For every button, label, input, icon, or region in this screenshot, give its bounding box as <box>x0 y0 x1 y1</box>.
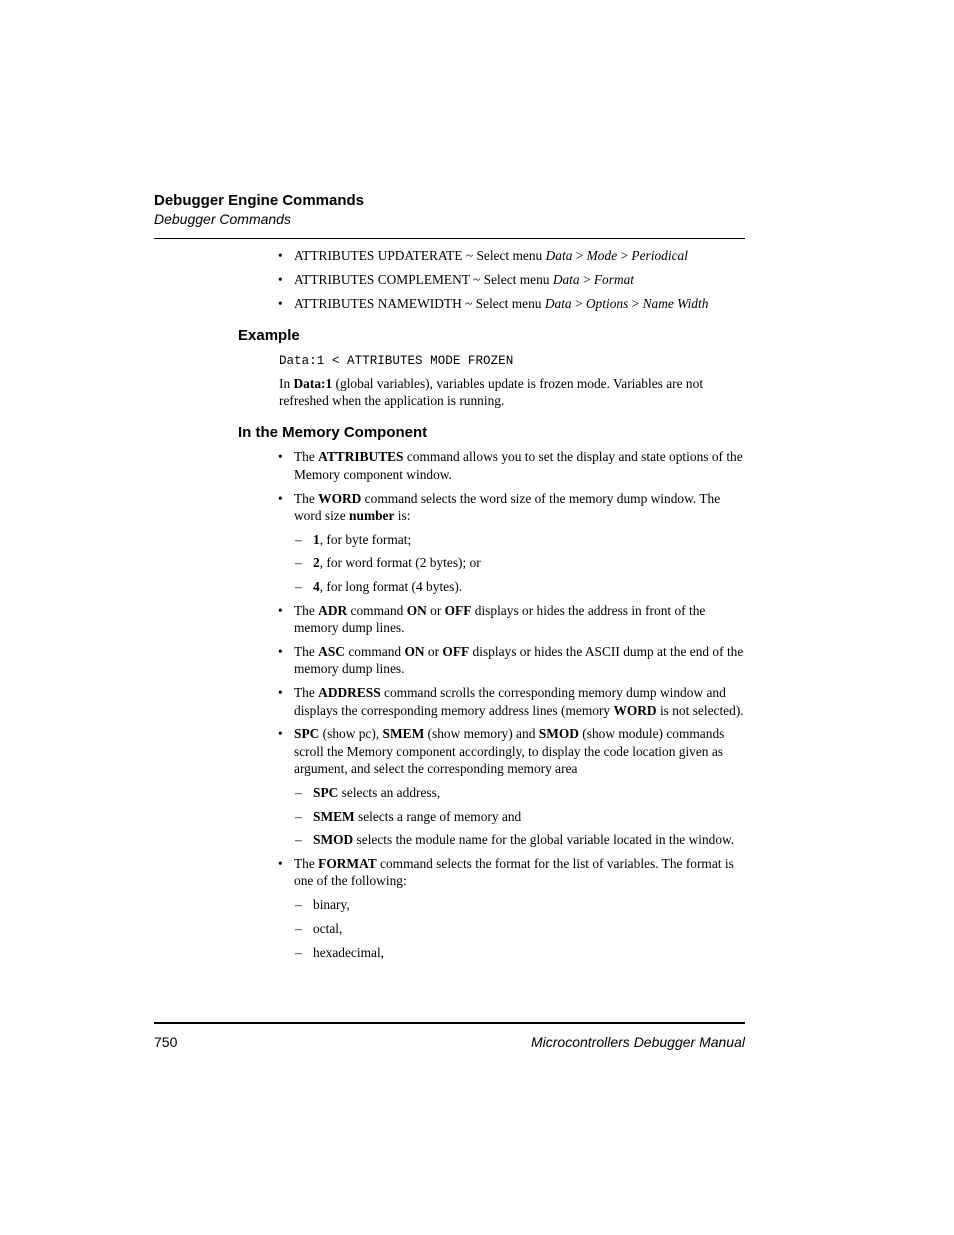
list-item-text: ATTRIBUTES NAMEWIDTH ~ Select menu <box>294 295 545 311</box>
bold-term: SMOD <box>313 832 354 848</box>
menu-separator: > <box>617 248 632 263</box>
text-run: or <box>426 603 445 619</box>
dash-mark: – <box>295 531 302 547</box>
footer-book-title: Microcontrollers Debugger Manual <box>531 1034 745 1050</box>
sub-list-item <box>295 784 745 801</box>
bullet-mark: • <box>278 449 283 465</box>
bold-term: SMOD <box>538 726 579 742</box>
text-run: or <box>424 644 443 660</box>
list-item <box>278 271 745 288</box>
text-run: is: <box>394 507 411 523</box>
text-run: displays or hides the ASCII dump at the end of the memory dump lines. <box>294 644 744 677</box>
text-run: selects a range of memory and <box>354 808 522 824</box>
dash-mark: – <box>295 832 302 848</box>
text-run: In <box>279 375 294 391</box>
bold-term: FORMAT <box>318 856 377 872</box>
sub-list-item <box>295 896 745 913</box>
menu-name: Mode <box>586 248 618 263</box>
dash-mark: – <box>295 921 302 937</box>
text-run: The <box>294 449 319 465</box>
text-run: command scrolls the corresponding memory dump window and displays the corresponding memory address lines (memory <box>294 685 726 718</box>
bold-term: 1 <box>313 531 320 547</box>
text-run: (global variables), variables update is frozen mode. Variables are not refreshed when the application is running. <box>279 375 704 409</box>
bold-term: 4 <box>313 579 320 595</box>
bullet-mark: • <box>278 271 283 287</box>
bold-term: WORD <box>613 702 657 718</box>
list-item-adr <box>278 602 745 637</box>
memory-commands-list <box>154 448 745 961</box>
menu-name: Options <box>585 295 629 311</box>
bullet-mark: • <box>278 644 283 660</box>
example-code: Data:1 < ATTRIBUTES MODE FROZEN <box>279 353 514 368</box>
list-item-format <box>278 855 745 961</box>
list-item-attributes <box>278 448 745 483</box>
dash-mark: – <box>295 808 302 824</box>
text-run: selects the module name for the global variable located in the window. <box>353 832 735 848</box>
bullet-mark: • <box>278 726 283 742</box>
text-run: The <box>294 856 319 872</box>
sub-list-item <box>295 531 745 548</box>
text-run: (show pc), <box>319 726 383 742</box>
text-run: command selects the format for the list of variables. The format is one of the following: <box>294 856 734 889</box>
bold-term: SPC <box>294 726 320 742</box>
text-run: selects an address, <box>338 784 441 800</box>
text-run: octal, <box>313 921 343 937</box>
page-number: 750 <box>154 1034 178 1050</box>
menu-separator: > <box>628 295 643 311</box>
text-run: , for long format (4 bytes). <box>319 579 463 595</box>
list-item <box>278 295 745 312</box>
word-size-list <box>294 531 745 596</box>
menu-name: Data <box>545 248 573 263</box>
text-run: is not selected). <box>656 702 744 718</box>
bullet-mark: • <box>278 295 283 311</box>
bold-term: SPC <box>313 784 339 800</box>
menu-separator: > <box>579 271 594 287</box>
example-heading: Example <box>238 326 300 344</box>
bold-term: number <box>349 507 395 523</box>
text-run: displays or hides the address in front of the memory dump lines. <box>294 603 706 636</box>
text-run: , for word format (2 bytes); or <box>319 555 481 571</box>
menu-equivalents-list <box>154 247 745 312</box>
bullet-mark: • <box>278 248 283 263</box>
list-item-word <box>278 490 745 596</box>
bullet-mark: • <box>278 856 283 872</box>
list-item-text: ATTRIBUTES COMPLEMENT ~ Select menu <box>294 271 553 287</box>
show-commands-list <box>294 784 745 849</box>
list-item-asc <box>278 643 745 678</box>
text-run: binary, <box>313 897 350 913</box>
text-run: (show module) commands scroll the Memory component accordingly, to display the code location given as argument, and select the corresponding memory area <box>294 726 725 776</box>
text-run: The <box>294 644 319 660</box>
bold-term: SMEM <box>313 808 355 824</box>
bold-term: ATTRIBUTES <box>318 449 404 465</box>
example-description <box>154 375 745 410</box>
bullet-mark: • <box>278 490 283 506</box>
bold-term: OFF <box>444 603 472 619</box>
bullet-mark: • <box>278 603 283 619</box>
text-run: The <box>294 603 319 619</box>
text-run: command selects the word size of the memory dump window. The word size <box>294 490 721 523</box>
list-item-text: ATTRIBUTES UPDATERATE ~ Select menu <box>294 248 546 263</box>
text-run: command allows you to set the display and state options of the Memory component window. <box>294 449 743 482</box>
list-item <box>278 247 745 264</box>
bold-term: ADDRESS <box>318 685 381 701</box>
dash-mark: – <box>295 579 302 595</box>
bold-term: 2 <box>313 555 320 571</box>
text-run: (show memory) and <box>424 726 539 742</box>
menu-name: Data <box>552 271 580 287</box>
text-run: The <box>294 490 319 506</box>
dash-mark: – <box>295 555 302 571</box>
menu-separator: > <box>572 248 587 263</box>
bullet-mark: • <box>278 685 283 701</box>
memory-component-heading: In the Memory Component <box>238 424 428 442</box>
page-content <box>154 247 745 961</box>
bold-term: ON <box>404 644 425 660</box>
list-item-spc-smem-smod <box>278 725 745 848</box>
sub-list-item <box>295 831 745 848</box>
bold-term: SMEM <box>382 726 425 742</box>
footer-divider <box>154 1022 745 1024</box>
text-run: The <box>294 685 319 701</box>
bold-term: Data:1 <box>293 375 333 391</box>
bold-term: ASC <box>318 644 345 660</box>
sub-list-item <box>295 554 745 571</box>
menu-separator: > <box>571 295 586 311</box>
sub-list-item <box>295 920 745 937</box>
text-run: , for byte format; <box>319 531 412 547</box>
menu-name: Periodical <box>631 248 688 263</box>
running-header-title: Debugger Engine Commands <box>154 192 365 209</box>
sub-list-item <box>295 578 745 595</box>
bold-term: WORD <box>318 490 362 506</box>
sub-list-item <box>295 944 745 961</box>
text-run: command <box>344 644 405 660</box>
bold-term: OFF <box>442 644 470 660</box>
dash-mark: – <box>295 897 302 913</box>
text-run: hexadecimal, <box>313 944 385 960</box>
dash-mark: – <box>295 944 302 960</box>
bold-term: ADR <box>318 603 348 619</box>
dash-mark: – <box>295 784 302 800</box>
menu-name: Format <box>593 271 635 287</box>
running-header-subtitle: Debugger Commands <box>154 211 291 227</box>
text-run: command <box>347 603 407 619</box>
menu-name: Name Width <box>642 295 709 311</box>
list-item-address <box>278 684 745 719</box>
menu-name: Data <box>544 295 572 311</box>
format-options-list <box>294 896 745 961</box>
bold-term: ON <box>406 603 427 619</box>
sub-list-item <box>295 808 745 825</box>
header-divider <box>154 238 745 239</box>
